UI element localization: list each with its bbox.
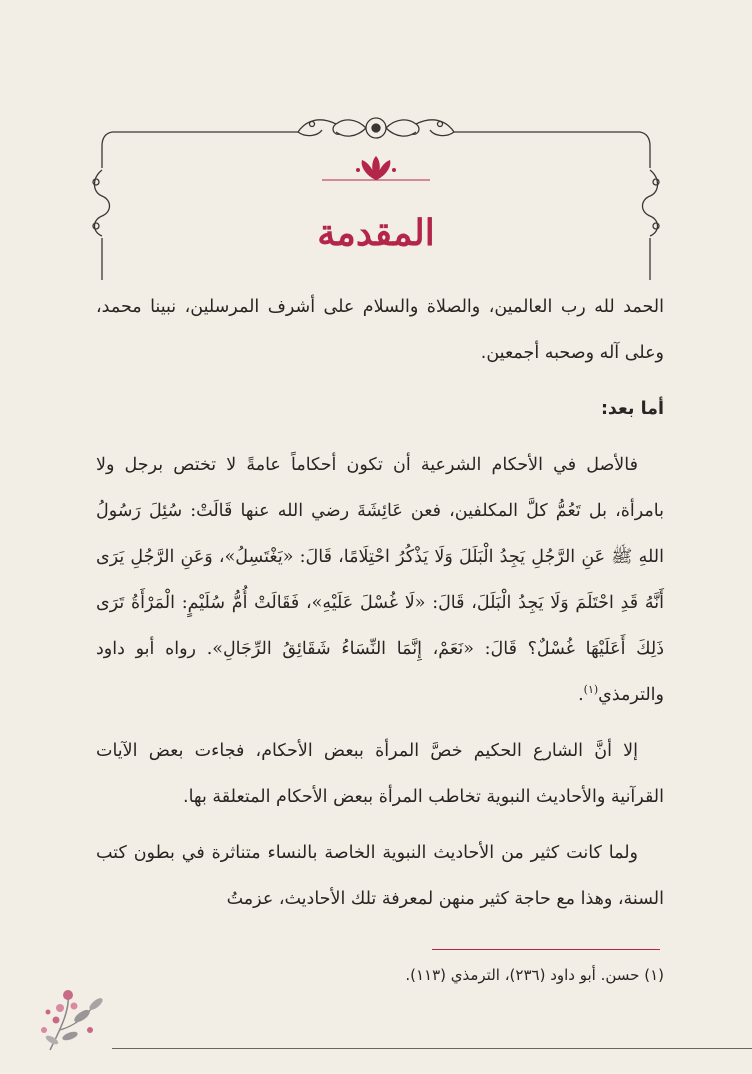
footnote: (١) حسن. أبو داود (٢٣٦)، الترمذي (١١٣). xyxy=(405,966,664,984)
paragraph-heading: أما بعد: xyxy=(600,399,664,419)
hadith-text: فالأصل في الأحكام الشرعية أن تكون أحكاماً عامةً لا تختص برجل ولا بامرأة، بل تَعُمُّ كلَّ المكلفين، فعن عَائِشَةَ رضي الله عنها قَالَتْ: سُئِلَ رَسُولُ اللهِ ﷺ عَنِ الرَّجُلِ يَجِدُ الْبَلَلَ وَلَا يَذْكُرُ احْتِلَامًا، قَالَ: «يَغْتَسِلُ»، وَعَنِ الرَّجُلِ يَرَى أَنَّهُ قَدِ احْتَلَمَ وَلَا يَجِدُ الْبَلَلَ، قَالَ: «لَا غُسْلَ عَلَيْهِ»، فَقَالَتْ أُمُّ سُلَيْمٍ: الْمَرْأَةُ تَرَى ذَلِكَ أَعَلَيْهَا غُسْلٌ؟ قَالَ: «نَعَمْ، إِنَّمَا النِّسَاءُ شَقَائِقُ الرِّجَالِ». رواه أبو داود والترمذي xyxy=(96,455,664,705)
top-ornament-icon xyxy=(298,118,454,138)
paragraph-rulings: إلا أنَّ الشارع الحكيم خصَّ المرأة ببعض الأحكام، فجاءت بعض الآيات القرآنية والأحاديث النبوية تخاطب المرأة ببعض الأحكام المتعلقة بها. xyxy=(96,741,664,807)
fleur-ornament-icon xyxy=(322,156,430,180)
footnote-divider xyxy=(432,949,660,950)
footnote-ref: (١) xyxy=(583,683,599,697)
bottom-rule xyxy=(112,1048,752,1049)
body-text xyxy=(96,284,664,932)
paragraph-hadith xyxy=(96,442,664,718)
page-title: المقدمة xyxy=(317,212,435,254)
paragraph-intro: الحمد لله رب العالمين، والصلاة والسلام على أشرف المرسلين، نبينا محمد، وعلى آله وصحبه أجمعين. xyxy=(96,297,664,363)
paragraph-purpose: ولما كانت كثير من الأحاديث النبوية الخاصة بالنساء متناثرة في بطون كتب السنة، وهذا مع حاجة كثير منهن لمعرفة تلك الأحاديث، عزمتُ xyxy=(96,843,664,909)
hadith-end: . xyxy=(578,685,584,705)
floral-decoration-icon xyxy=(41,990,104,1050)
